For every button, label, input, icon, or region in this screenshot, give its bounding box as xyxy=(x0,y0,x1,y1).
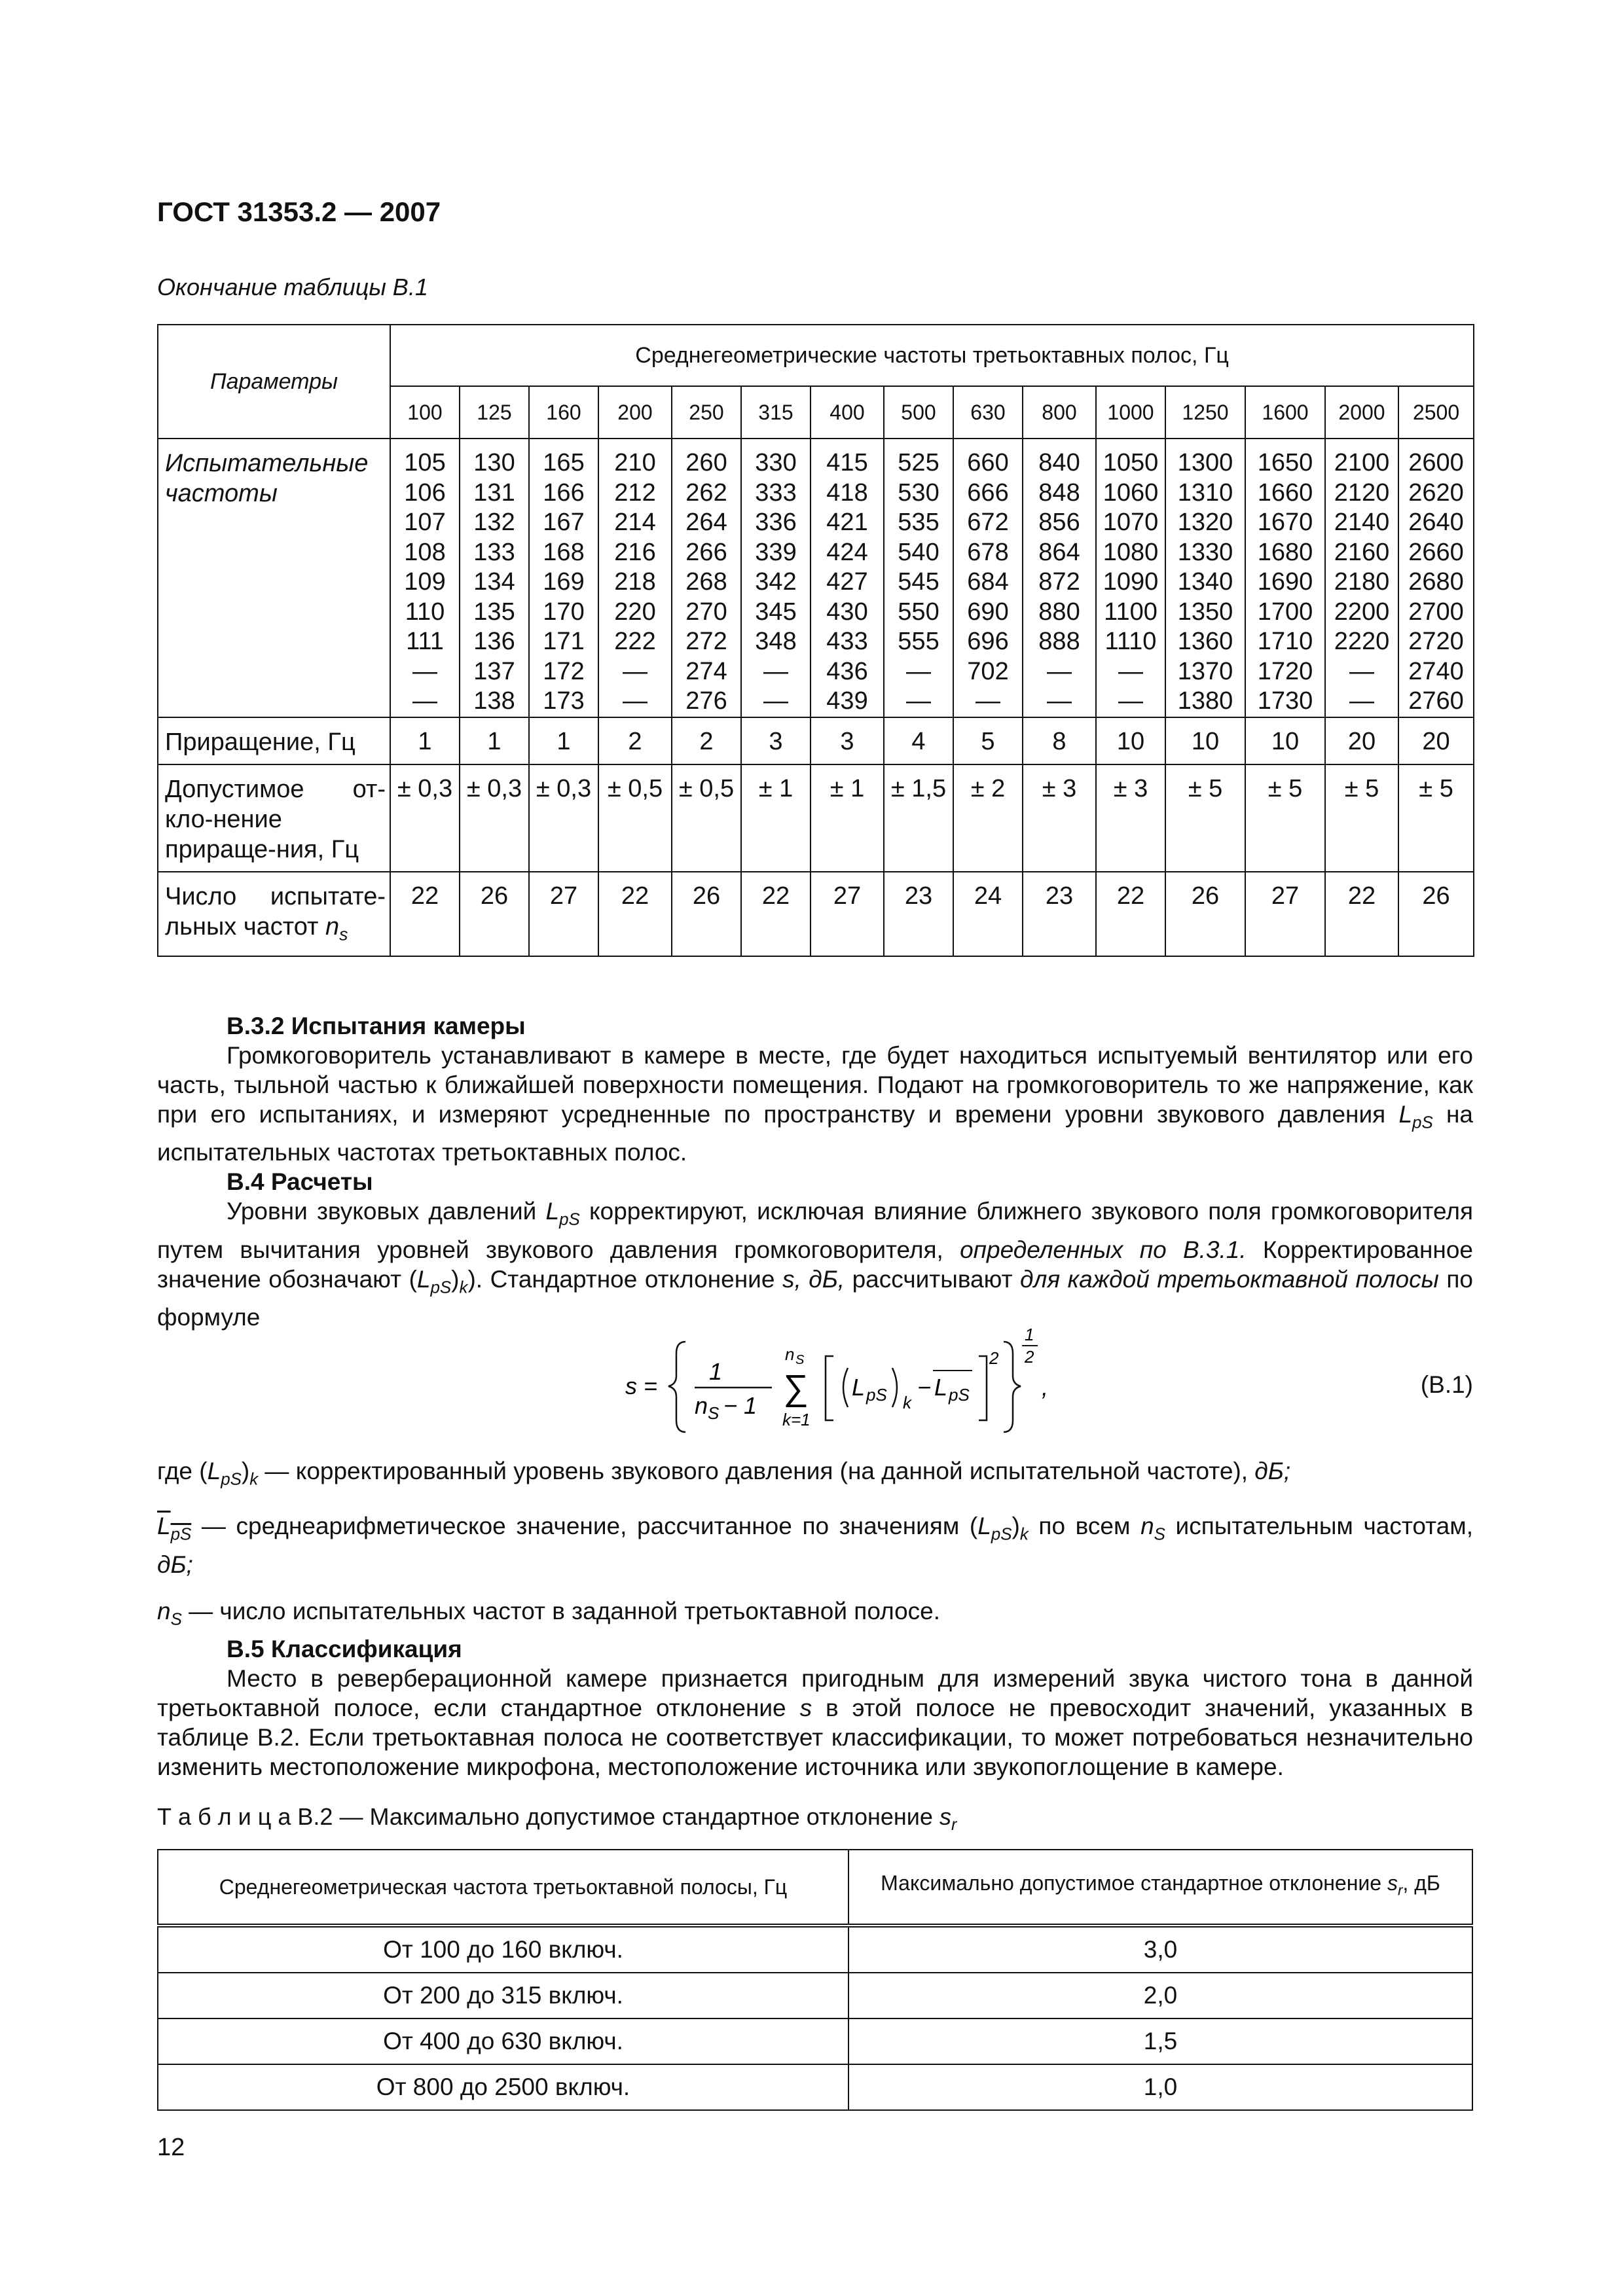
freq-header: 800 xyxy=(1023,386,1096,439)
table-cell: 24 xyxy=(953,872,1023,957)
table-cell: 1 xyxy=(390,717,460,764)
table-row xyxy=(158,764,1474,872)
table2-col-sr: Максимально допустимое стандартное отклонение $s_r$, дБ xyxy=(848,1850,1472,1926)
freq-header: 1000 xyxy=(1096,386,1165,439)
sr-value-cell: 2,0 xyxy=(848,1973,1472,2018)
table-cell: 2 xyxy=(672,717,741,764)
svg-text:L: L xyxy=(934,1374,948,1401)
table-cell: 1050 1060 1070 1080 1090 1100 1110 — — xyxy=(1096,439,1165,717)
svg-text:−: − xyxy=(917,1374,932,1401)
freq-header: 400 xyxy=(811,386,884,439)
page-number: 12 xyxy=(157,2134,185,2161)
svg-text:− 1: − 1 xyxy=(723,1392,757,1419)
table-cell: 1300 1310 1320 1330 1340 1350 1360 1370 1380 xyxy=(1165,439,1245,717)
svg-text:pS: pS xyxy=(949,1385,970,1405)
svg-text:2: 2 xyxy=(989,1348,999,1368)
table-cell: 260 262 264 266 268 270 272 274 276 xyxy=(672,439,741,717)
svg-text:2: 2 xyxy=(1025,1347,1034,1367)
row-label: Приращение, Гц xyxy=(158,717,390,764)
formula-legend xyxy=(157,1456,1473,1782)
band-cell: От 200 до 315 включ. xyxy=(158,1973,848,2018)
table2-caption: Т а б л и ц а В.2 — Максимально допустимое стандартное отклонение $s_r$ xyxy=(157,1803,957,1835)
band-cell: От 100 до 160 включ. xyxy=(158,1926,848,1973)
table-cell: ± 3 xyxy=(1023,764,1096,872)
table-cell: ± 1,5 xyxy=(884,764,953,872)
freq-header: 500 xyxy=(884,386,953,439)
section-b5-title: В.5 Классификация xyxy=(227,1636,462,1663)
table-cell: 8 xyxy=(1023,717,1096,764)
table-cell: 525 530 535 540 545 550 555 — — xyxy=(884,439,953,717)
table-cell: 1650 1660 1670 1680 1690 1700 1710 1720 1730 xyxy=(1245,439,1325,717)
table-cell: 26 xyxy=(672,872,741,957)
table-cell: 330 333 336 339 342 345 348 — — xyxy=(741,439,811,717)
table-cell: ± 5 xyxy=(1325,764,1398,872)
table-cell: 27 xyxy=(811,872,884,957)
sum-sign: ∑ xyxy=(782,1368,808,1407)
band-cell: От 400 до 630 включ. xyxy=(158,2018,848,2064)
table-cell: 3 xyxy=(811,717,884,764)
section-b4-title: В.4 Расчеты xyxy=(227,1168,373,1196)
table-cell: 10 xyxy=(1165,717,1245,764)
table-cell: ± 0,3 xyxy=(529,764,598,872)
row-label: Допустимое от-кло-нение прираще-ния, Гц xyxy=(158,764,390,872)
svg-text:n: n xyxy=(695,1392,708,1419)
freq-header: 100 xyxy=(390,386,460,439)
table-cell: ± 0,5 xyxy=(598,764,672,872)
freq-header: 1250 xyxy=(1165,386,1245,439)
table-cell: 130 131 132 133 134 135 136 137 138 xyxy=(460,439,529,717)
table-cell: 840 848 856 864 872 880 888 — — xyxy=(1023,439,1096,717)
table-cell: ± 1 xyxy=(741,764,811,872)
table-cell: 22 xyxy=(390,872,460,957)
table-cell: 22 xyxy=(1096,872,1165,957)
table2-col-band: Среднегеометрическая частота третьоктавной полосы, Гц xyxy=(158,1850,848,1926)
parameters-header: Параметры xyxy=(158,325,390,439)
table-cell: 22 xyxy=(741,872,811,957)
freq-header: 1600 xyxy=(1245,386,1325,439)
table-cell: ± 3 xyxy=(1096,764,1165,872)
freq-header: 125 xyxy=(460,386,529,439)
table-cell: ± 5 xyxy=(1245,764,1325,872)
freq-header: 630 xyxy=(953,386,1023,439)
section-b4-text: Уровни звуковых давлений $L_{pS}$ корректируют, исключая влияние ближнего звукового поля громкоговорителя путем вычитания уровней звукового давления громкоговорителя, определенных по В.3.1. Корректированное значение обозначают $(L_{pS})_k$). Стандартное отклонение s, дБ, рассчитывают для каждой третьоктавной полосы по формуле xyxy=(157,1198,1474,1331)
svg-text:L: L xyxy=(852,1374,866,1401)
table-cell: 660 666 672 678 684 690 696 702 — xyxy=(953,439,1023,717)
table-cell: 27 xyxy=(529,872,598,957)
table-cell: ± 1 xyxy=(811,764,884,872)
classification-table xyxy=(157,1849,1473,2111)
freq-header: 315 xyxy=(741,386,811,439)
table-cell: ± 2 xyxy=(953,764,1023,872)
table-cell: 210 212 214 216 218 220 222 — — xyxy=(598,439,672,717)
table-cell: 1 xyxy=(529,717,598,764)
table-cell: ± 5 xyxy=(1165,764,1245,872)
table-cell: 3 xyxy=(741,717,811,764)
freq-header: 160 xyxy=(529,386,598,439)
section-b5-text: Место в реверберационной камере признается пригодным для измерений звука чистого тона в данной третьоктавной полосе, если стандартное отклонение s в этой полосе не превосходит значений, указанных в таблице В.2. Если третьоктавная полоса не соответствует классификации, то может потребоваться незначительно изменить местоположение микрофона, местоположение источника или звукопоглощение в камере. xyxy=(157,1665,1473,1781)
table-row xyxy=(158,1926,1472,1973)
formula-expression xyxy=(625,1322,1149,1433)
sr-value-cell: 1,0 xyxy=(848,2064,1472,2110)
table-cell: 2100 2120 2140 2160 2180 2200 2220 — — xyxy=(1325,439,1398,717)
table-cell: ± 0,5 xyxy=(672,764,741,872)
table-row xyxy=(158,872,1474,957)
table-cell: 26 xyxy=(460,872,529,957)
sr-value-cell: 1,5 xyxy=(848,2018,1472,2064)
table-cell: 20 xyxy=(1325,717,1398,764)
section-b32-title: В.3.2 Испытания камеры xyxy=(227,1013,526,1039)
formula-number: (В.1) xyxy=(1420,1371,1473,1398)
freq-header: 2000 xyxy=(1325,386,1398,439)
row-label: Число испытате-льных частот $n_s$ xyxy=(158,872,390,957)
frequency-table xyxy=(157,324,1474,957)
table-cell: 10 xyxy=(1096,717,1165,764)
svg-text:k=1: k=1 xyxy=(782,1410,811,1429)
table-continuation-label: Окончание таблицы В.1 xyxy=(157,274,428,300)
svg-text:S: S xyxy=(795,1353,805,1367)
table-row xyxy=(158,2018,1472,2064)
sr-value-cell: 3,0 xyxy=(848,1926,1472,1973)
svg-text:1: 1 xyxy=(1025,1325,1034,1344)
svg-text:1: 1 xyxy=(709,1358,723,1385)
table-cell: 27 xyxy=(1245,872,1325,957)
table-row xyxy=(158,439,1474,717)
table-cell: 4 xyxy=(884,717,953,764)
table-cell: 415 418 421 424 427 430 433 436 439 xyxy=(811,439,884,717)
document-id: ГОСТ 31353.2 — 2007 xyxy=(157,196,441,227)
svg-text:,: , xyxy=(1042,1374,1049,1401)
table-cell: 22 xyxy=(1325,872,1398,957)
table-cell: 2 xyxy=(598,717,672,764)
table-cell: 165 166 167 168 169 170 171 172 173 xyxy=(529,439,598,717)
table-cell: 10 xyxy=(1245,717,1325,764)
svg-text:pS: pS xyxy=(866,1385,887,1405)
table-cell: 20 xyxy=(1398,717,1474,764)
freq-header: 200 xyxy=(598,386,672,439)
table-cell: 26 xyxy=(1398,872,1474,957)
table-cell: 26 xyxy=(1165,872,1245,957)
table-cell: 23 xyxy=(884,872,953,957)
section-b32-text: Громкоговоритель устанавливают в камере в месте, где будет находиться испытуемый вентилятор или его часть, тыльной частью к ближайшей поверхности помещения. Подают на громкоговоритель то же напряжение, как при его испытаниях, и измеряют усредненные по пространству и времени уровни звукового давления $L_{pS}$ на испытательных частотах третьоктавных полос. xyxy=(157,1042,1473,1166)
table-cell: 22 xyxy=(598,872,672,957)
svg-text:s =: s = xyxy=(625,1372,658,1399)
row-label: Испытательные частоты xyxy=(158,439,390,717)
legend-lps-mean: $L_{pS}$ — среднеарифметическое значение, рассчитанное по значениям $(L_{pS})_k$ по всем $n_S$ испытательным частотам, дБ; xyxy=(157,1513,1473,1578)
table-cell: 2600 2620 2640 2660 2680 2700 2720 2740 2760 xyxy=(1398,439,1474,717)
table-row xyxy=(158,2064,1472,2110)
table-row xyxy=(158,717,1474,764)
table-row xyxy=(158,1973,1472,2018)
svg-text:S: S xyxy=(708,1403,720,1423)
svg-text:k: k xyxy=(903,1393,911,1412)
band-cell: От 800 до 2500 включ. xyxy=(158,2064,848,2110)
legend-ns: $n_S$ — число испытательных частот в заданной третьоктавной полосе. xyxy=(157,1597,941,1629)
svg-text:n: n xyxy=(785,1344,795,1364)
table-cell: 23 xyxy=(1023,872,1096,957)
table-cell: 5 xyxy=(953,717,1023,764)
freq-header: 2500 xyxy=(1398,386,1474,439)
legend-lpsk: где $(L_{pS})_k$ — корректированный уровень звукового давления (на данной испытательной частоте), дБ; xyxy=(157,1458,1291,1489)
formula-b1 xyxy=(157,1322,1473,1433)
frequency-group-header: Среднегеометрические частоты третьоктавных полос, Гц xyxy=(390,325,1474,386)
table-cell: ± 5 xyxy=(1398,764,1474,872)
section-text xyxy=(157,1011,1473,1332)
freq-header: 250 xyxy=(672,386,741,439)
table-cell: 1 xyxy=(460,717,529,764)
table-cell: ± 0,3 xyxy=(390,764,460,872)
table-cell: ± 0,3 xyxy=(460,764,529,872)
table-cell: 105 106 107 108 109 110 111 — — xyxy=(390,439,460,717)
